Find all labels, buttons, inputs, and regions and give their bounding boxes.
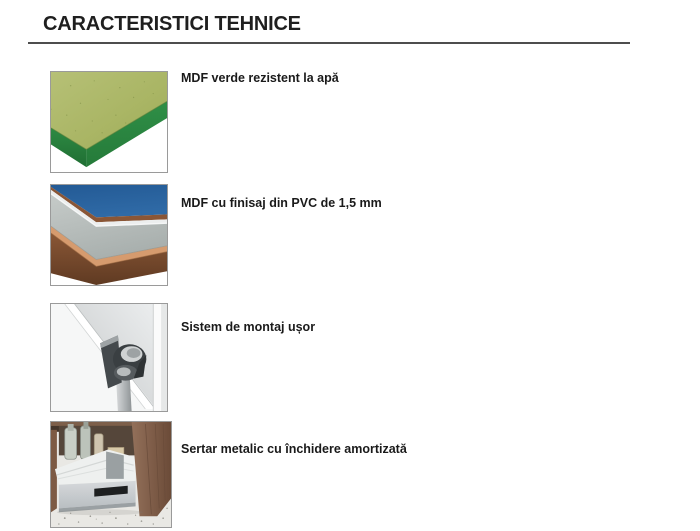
- feature-label-mounting: Sistem de montaj ușor: [181, 320, 316, 334]
- pvc-edge-illustration: [51, 185, 167, 285]
- mounting-system-illustration: [51, 304, 167, 411]
- feature-label-drawer: Sertar metalic cu închidere amortizată: [181, 442, 407, 456]
- page-title: CARACTERISTICI TEHNICE: [43, 13, 301, 35]
- green-mdf-image: [50, 71, 168, 173]
- metal-drawer-image: [50, 421, 172, 528]
- metal-drawer-illustration: [51, 422, 171, 527]
- feature-label-pvc-finish: MDF cu finisaj din PVC de 1,5 mm: [181, 196, 382, 210]
- pvc-corner: [51, 185, 167, 285]
- feature-label-green-mdf: MDF verde rezistent la apă: [181, 71, 339, 85]
- pvc-edge-image: [50, 184, 168, 286]
- mounting-system-image: [50, 303, 168, 412]
- green-mdf-illustration: [51, 72, 167, 172]
- title-divider: [28, 42, 630, 44]
